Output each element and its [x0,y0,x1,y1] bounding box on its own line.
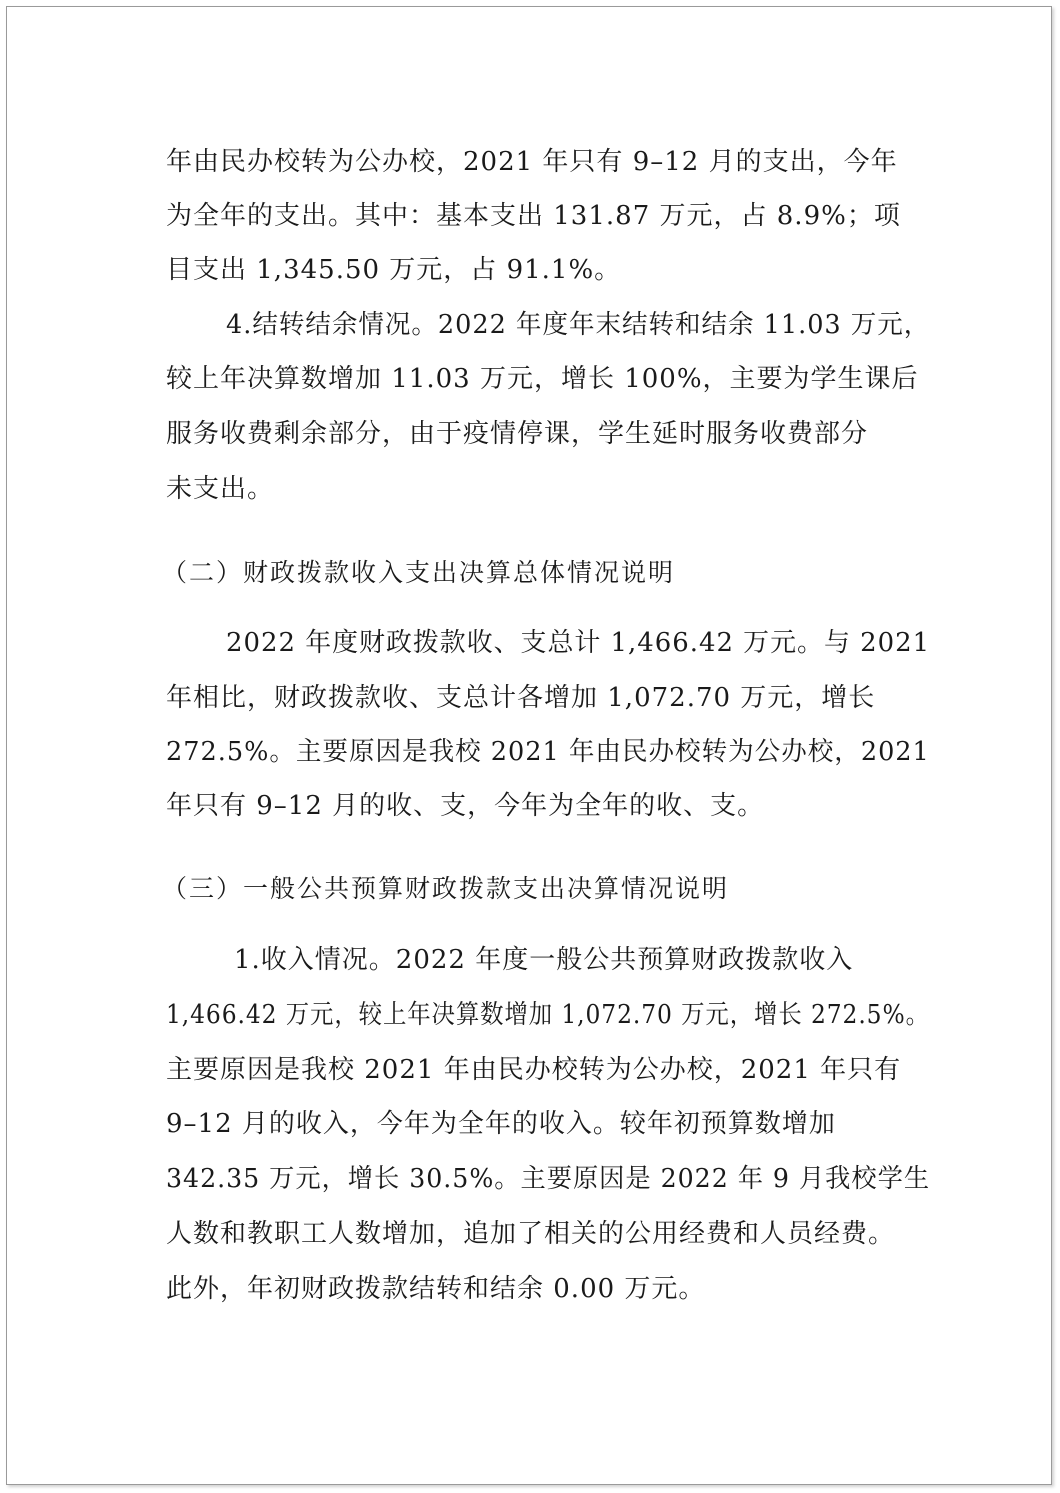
text-line: 年由民办校转为公办校，2021 年只有 9–12 月的支出，今年 [166,147,898,177]
text-line: 2022 年度财政拨款收、支总计 1,466.42 万元。与 2021 [226,628,931,658]
text-line: 服务收费剩余部分，由于疫情停课，学生延时服务收费部分 [166,419,869,449]
text-line: 1.收入情况。2022 年度一般公共预算财政拨款收入 [234,945,854,975]
text-line: 目支出 1,345.50 万元，占 91.1%。 [166,255,622,285]
text-line: 4.结转结余情况。2022 年度年末结转和结余 11.03 万元， [226,310,931,340]
text-line: 年只有 9–12 月的收、支，今年为全年的收、支。 [166,791,765,821]
text-line: 人数和教职工人数增加，追加了相关的公用经费和人员经费。 [166,1219,896,1249]
text-line: 未支出。 [166,474,275,504]
text-line: 此外，年初财政拨款结转和结余 0.00 万元。 [166,1274,706,1304]
text-line: 1,466.42 万元，较上年决算数增加 1,072.70 万元，增长 272.5%。 [166,1000,930,1030]
text-line: 主要原因是我校 2021 年由民办校转为公办校，2021 年只有 [166,1055,902,1085]
text-line: 较上年决算数增加 11.03 万元，增长 100%，主要为学生课后 [166,364,919,394]
text-line: 为全年的支出。其中：基本支出 131.87 万元，占 8.9%；项 [166,201,901,231]
text-line: 342.35 万元，增长 30.5%。主要原因是 2022 年 9 月我校学生 [166,1164,931,1194]
section-heading: （三）一般公共预算财政拨款支出决算情况说明 [162,874,730,903]
text-line: 年相比，财政拨款收、支总计各增加 1,072.70 万元，增长 [166,683,876,713]
section-heading: （二）财政拨款收入支出决算总体情况说明 [162,558,676,587]
text-line: 272.5%。主要原因是我校 2021 年由民办校转为公办校，2021 [166,737,930,767]
text-line: 9–12 月的收入，今年为全年的收入。较年初预算数增加 [166,1109,836,1139]
